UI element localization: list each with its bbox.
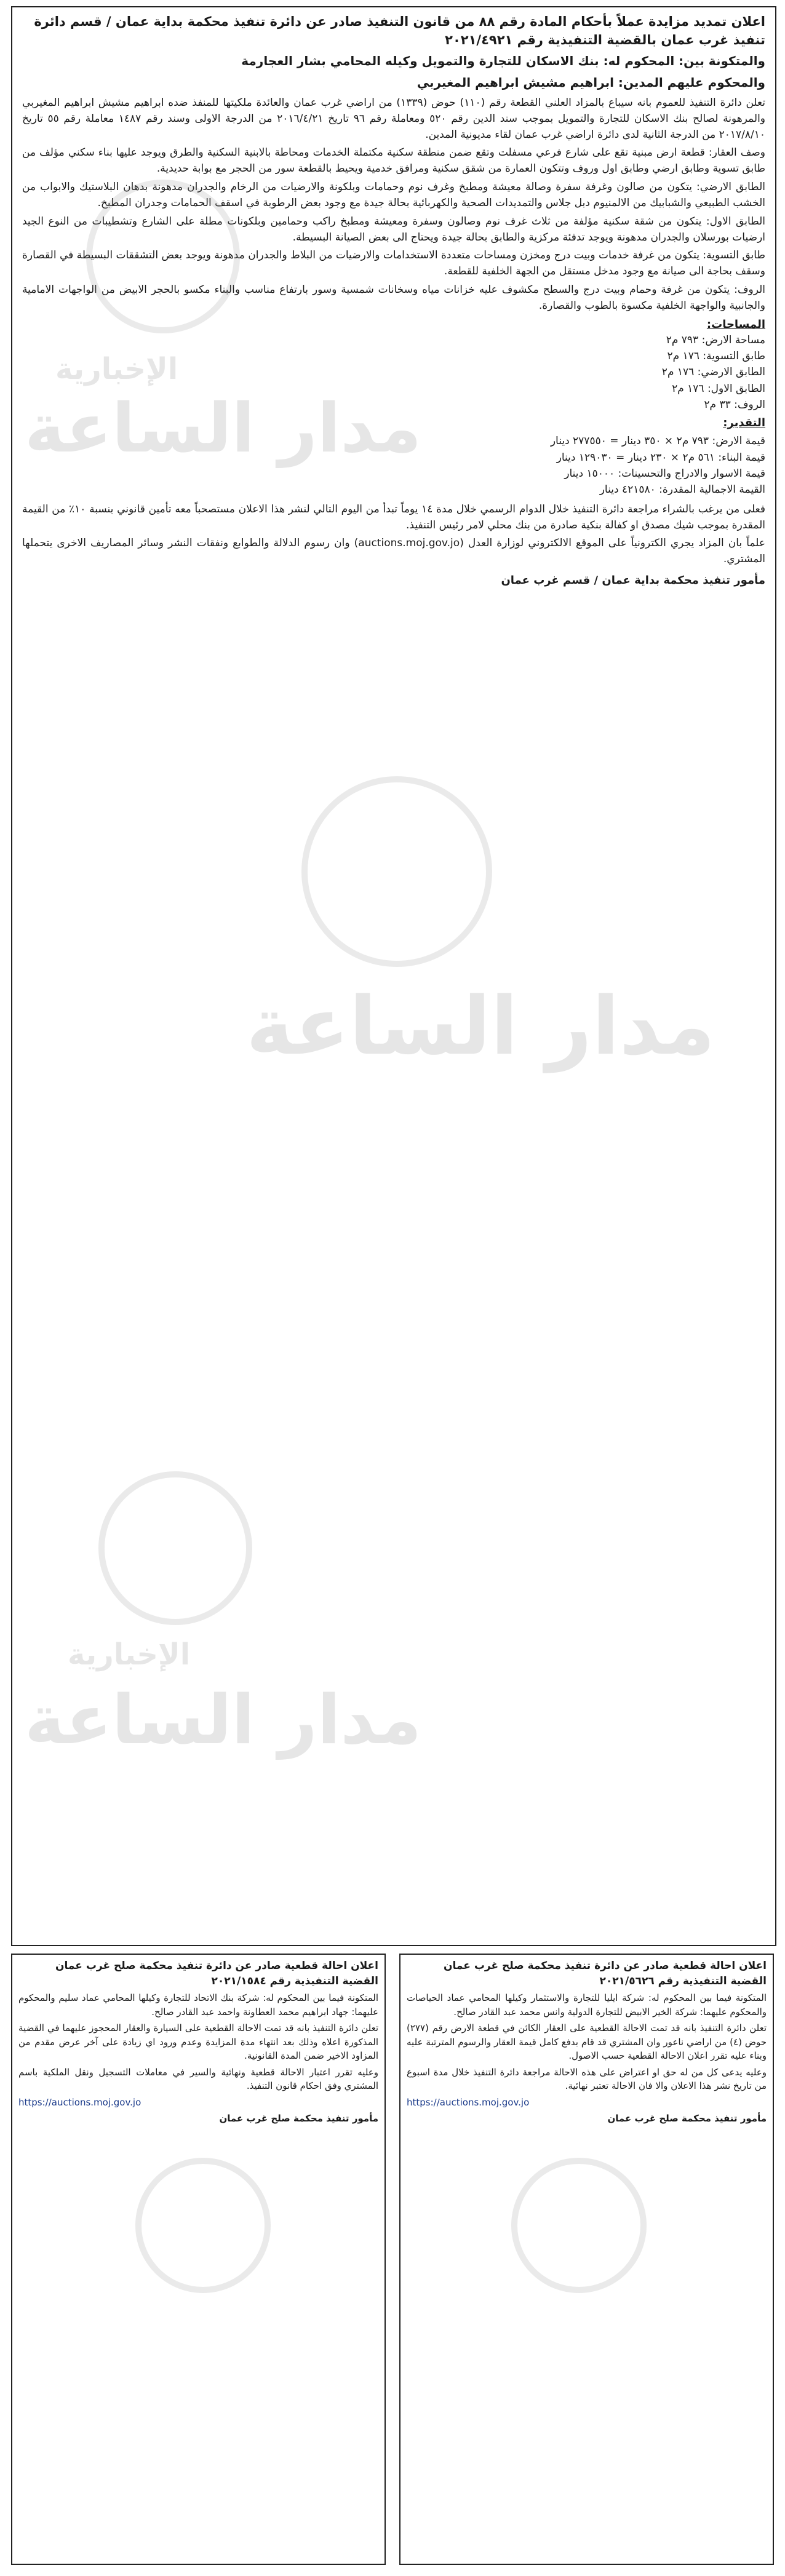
parties-line: والمتكونة بين: المحكوم له: بنك الاسكان للتجارة والتمويل وكيله المحامي بشار العجارمة	[241, 53, 765, 68]
area-item: مساحة الارض: ٧٩٣ م٢	[666, 333, 765, 346]
notice-paragraph: وصف العقار: قطعة ارض مبنية تقع على شارع فرعي مسفلت وتقع ضمن منطقة سكنية مكتملة الخدمات ومحاطة بالابنية السكنية والطرق ويوجد عليها بناء سكني مؤلف من طابق تسوية وطابق ارضي وطابق اول وروف وتتكون العمارة من شقق سكنية ومرافق خدمية ويحيط بالقطعة سور من الحجر مع بوابة حديدية.	[22, 146, 765, 175]
notice-paragraph: الطابق الارضي: يتكون من صالون وغرفة سفرة وصالة معيشة ومطبخ وغرف نوم وحمامات وبلكونة والارضيات من الرخام والجدران مدهونة بدهان البلاستيك والابواب من الخشب الطبيعي والشبابيك من الالمنيوم دبل جلاس والتمديدات الصحية والكهربائية بحالة جيدة مع وجود بعض الرطوبة في اسقف الحمامات وجدران المطبخ.	[22, 181, 765, 209]
watermark-brand-text: مدار الساعة	[25, 389, 422, 467]
notice-left-paragraph: المتكونة فيما بين المحكوم له: شركة بنك الاتحاد للتجارة وكيلها المحامي عماد سليم والمحكوم عليهما: جهاد ابراهيم محمد العطاونة واحمد عبد القادر صالح.	[18, 1992, 378, 2017]
watermark-logo-icon	[135, 2158, 271, 2293]
watermark-logo-icon	[301, 776, 492, 967]
notice-left	[11, 1954, 386, 2565]
valuation-item: قيمة البناء: ٥٦١ م٢ × ٢٣٠ دينار = ١٢٩٠٣٠ دينار	[556, 451, 765, 464]
notice-paragraph: طابق التسوية: يتكون من غرفة خدمات وبيت درج ومخزن ومساحات متعددة الاستخدامات والارضيات من البلاط والجدران مدهونة ويوجد بعض التشققات البسيطة في القصارة وسقف بحاجة الى صيانة مع وجود مدخل مستقل من الجهة الخلفية للقطعة.	[22, 249, 765, 278]
notice-left-paragraph: تعلن دائرة التنفيذ بانه قد تمت الاحالة القطعية على السيارة والعقار المحجوز عليهما في القضية المذكورة اعلاه وذلك بعد انتهاء مدة المزايدة وعدم ورود اي زيادة على آخر عرض مقدم من المزاود الاخير ضمن المدة القانونية.	[18, 2022, 378, 2062]
closing-paragraph: علماً بان المزاد يجري الكترونياً على الموقع الالكتروني لوزارة العدل (auctions.moj.gov.jo) وان رسوم الدلالة والطوابع ونفقات النشر وسائر المصاريف الاخرى يتحملها المشتري.	[22, 537, 765, 566]
watermark-brand-text: مدار الساعة	[246, 979, 715, 1073]
notice-left-paragraph: وعليه تقرر اعتبار الاحالة قطعية ونهائية والسير في معاملات التسجيل ونقل الملكية باسم المشتري وفق احكام قانون التنفيذ.	[18, 2066, 378, 2092]
notice-title: اعلان تمديد مزايدة عملاً بأحكام المادة رقم ٨٨ من قانون التنفيذ صادر عن دائرة تنفيذ محكمة بداية عمان / قسم دائرة تنفيذ غرب عمان بالقضية التنفيذية رقم ٢٠٢١/٤٩٢١	[34, 14, 765, 48]
valuation-heading: التقدير:	[723, 416, 765, 430]
notice-right-signature: مأمور تنفيذ محكمة صلح غرب عمان	[607, 2113, 767, 2125]
auctions-link[interactable]: https://auctions.moj.gov.jo	[407, 2096, 530, 2108]
notice-paragraph: تعلن دائرة التنفيذ للعموم بانه سيباع بالمزاد العلني القطعة رقم (١١٠) حوض (١٣٣٩) من اراضي غرب عمان والعائدة ملكيتها للمنفذ ضده ابراهيم مشيش ابراهيم المغيربي والمرهونة لصالح بنك الاسكان للتجارة والتمويل بموجب سند الدين رقم ٥٢٠ ومعاملة رقم ٩٦ تاريخ ٢٠١٦/٤/٢١ من الدرجة الاولى وسند رقم ١٤٨٧ معاملة رقم ٥٥ تاريخ ٢٠١٧/٨/١٠ من الدرجة الثانية لدى دائرة اراضي غرب عمان لقاء مديونية المدين.	[22, 96, 765, 141]
watermark-logo-icon	[511, 2158, 647, 2293]
valuation-list	[22, 433, 765, 498]
notice-left-title: اعلان احالة قطعية صادر عن دائرة تنفيذ محكمة صلح غرب عمان القضية التنفيذية رقم ٢٠٢١/١٥٨٤	[55, 1960, 378, 1987]
main-notice	[11, 6, 776, 1946]
notice-left-signature: مأمور تنفيذ محكمة صلح غرب عمان	[219, 2113, 378, 2125]
area-item: طابق التسوية: ١٧٦ م٢	[667, 349, 765, 362]
areas-heading: المساحات:	[706, 317, 765, 331]
notice-right-paragraph: تعلن دائرة التنفيذ بانه قد تمت الاحالة القطعية على العقار الكائن في قطعة الارض رقم (٢٧٧) حوض (٤) من اراضي ناعور وان المشتري قد قام بدفع كامل قيمة العقار والرسوم المترتبة عليه وبناء عليه تقرر اعلان الاحالة القطعية حسب الاصول.	[407, 2022, 767, 2062]
notice-right-paragraph: المتكونة فيما بين المحكوم له: شركة ايليا للتجارة والاستثمار وكيلها المحامي عماد الحياصات والمحكوم عليهما: شركة الخير الابيض للتجارة الدولية وانس محمد عبد القادر صالح.	[407, 1992, 767, 2017]
area-item: الطابق الارضي: ١٧٦ م٢	[661, 366, 765, 379]
closing-paragraph: فعلى من يرغب بالشراء مراجعة دائرة التنفيذ خلال الدوام الرسمي خلال مدة ١٤ يوماً تبدأ من اليوم التالي لنشر هذا الاعلان مستصحباً معه تأمين قانوني بنسبة ١٠٪ من القيمة المقدرة بموجب شيك مصدق او كفالة بنكية صادرة من بنك محلي لامر رئيس التنفيذ.	[22, 503, 766, 531]
valuation-item: القيمة الاجمالية المقدرة: ٤٢١٥٨٠ دينار	[599, 483, 765, 496]
notice-right-paragraph: وعليه يدعى كل من له حق او اعتراض على هذه الاحالة مراجعة دائرة التنفيذ خلال مدة اسبوع من تاريخ نشر هذا الاعلان والا فان الاحالة تعتبر نهائية.	[407, 2066, 767, 2092]
parties-line: والمحكوم عليهم المدين: ابراهيم مشيش ابراهيم المغيربي	[416, 74, 765, 90]
auctions-link[interactable]: https://auctions.moj.gov.jo	[18, 2096, 141, 2108]
area-item: الطابق الاول: ١٧٦ م٢	[672, 382, 765, 395]
watermark-logo-icon	[98, 1471, 252, 1625]
area-item: الروف: ٣٣ م٢	[704, 399, 765, 411]
watermark-side-text: الإخبارية	[55, 352, 178, 386]
valuation-item: قيمة الارض: ٧٩٣ م٢ × ٣٥٠ دينار = ٢٧٧٥٥٠ دينار	[550, 435, 765, 448]
notice-paragraph: الروف: يتكون من غرفة وحمام وبيت درج والسطح مكشوف عليه خزانات مياه وسخانات شمسية وسور بارتفاع مناسب والبناء مكسو بالحجر الابيض من الواجهات الامامية والجانبية والواجهة الخلفية مكسوة بالطوب والقصارة.	[22, 283, 765, 312]
notice-right	[399, 1954, 774, 2565]
notice-paragraph: الطابق الاول: يتكون من شقة سكنية مؤلفة من ثلاث غرف نوم وصالون وسفرة ومعيشة ومطبخ راكب وحمامين وبلكونات مطلة على الشارع وتشطيبات من النوع الجيد ارضيات بورسلان والجدران مدهونة ويوجد تدفئة مركزية والطابق بحالة جيدة ويحتاج الى بعض الصيانة البسيطة.	[22, 215, 765, 244]
notice-right-title: اعلان احالة قطعية صادر عن دائرة تنفيذ محكمة صلح غرب عمان القضية التنفيذية رقم ٢٠٢١/٥٦٢٦	[444, 1960, 767, 1987]
watermark-brand-text: مدار الساعة	[25, 1680, 422, 1759]
notice-signature: مأمور تنفيذ محكمة بداية عمان / قسم غرب عمان	[501, 574, 765, 587]
valuation-item: قيمة الاسوار والادراج والتحسينات: ١٥٠٠٠ دينار	[564, 467, 765, 480]
areas-list	[22, 332, 765, 413]
watermark-side-text: الإخبارية	[68, 1637, 191, 1672]
bottom-notices	[11, 1954, 774, 2562]
